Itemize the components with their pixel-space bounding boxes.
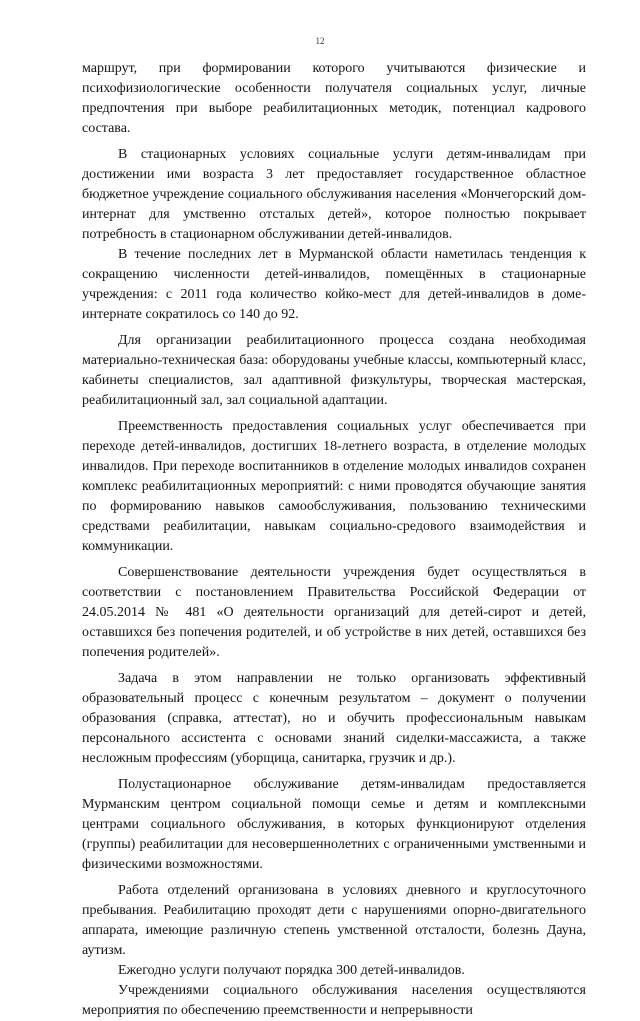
page-number: 12 [315, 36, 325, 46]
paragraph-improvement: Совершенствование деятельности учреждения будет осуществляться в соответствии с постановлением Правительства Российской Федерации от 24.05.2014 № 481 «О деятельности организаций для детей-сирот и детей, оставшихся без попечения родителей, и об устройстве в них детей, оставшихся без попечения родителей». [82, 565, 586, 660]
paragraph-task: Задача в этом направлении не только организовать эффективный образовательный процесс с конечным результатом – документ о получении образования (справка, аттестат), но и обучить профессиональным навыкам персонального ассистента с основами знаний сиделки-массажиста, а также несложным профессиям (уборщица, санитарка, грузчик и др.). [82, 671, 586, 766]
paragraph-continuation: маршрут, при формировании которого учитываются физические и психофизиологические особенности получателя социальных услуг, личные предпочтения при выборе реабилитационных методик, потенциал кадрового состава. [82, 61, 586, 136]
paragraph-annual-count: Ежегодно услуги получают порядка 300 детей-инвалидов. [118, 963, 465, 978]
paragraph-stationary-services: В стационарных условиях социальные услуги детям-инвалидам при достижении ими возраста 3 лет предоставляет государственное областное бюджетное учреждение социального обслуживания населения «Мончегорский дом-интернат для умственно отсталых детей», которое полностью покрывает потребность в стационарном обслуживании детей-инвалидов. [82, 147, 586, 242]
paragraph-reduction-trend: В течение последних лет в Мурманской области наметилась тенденция к сокращению численности детей-инвалидов, помещённых в стационарные учреждения: с 2011 года количество койко-мест для детей-инвалидов в доме-интернате сократилось со 140 до 92. [82, 247, 586, 322]
paragraph-departments-work: Работа отделений организована в условиях дневного и круглосуточного пребывания. Реабилитацию проходят дети с нарушениями опорно-двигательного аппарата, имеющие различную степень умственной отсталости, болезнь Дауна, аутизм. [82, 883, 586, 958]
paragraph-semistationary: Полустационарное обслуживание детям-инвалидам предоставляется Мурманским центром социальной помощи семье и детям и комплексными центрами социального обслуживания, в которых функционируют отделения (группы) реабилитации для несовершеннолетних с ограниченными умственными и физическими возможностями. [82, 777, 586, 872]
paragraph-institutions: Учреждениями социального обслуживания населения осуществляются мероприятия по обеспечению преемственности и непрерывности [82, 983, 586, 1018]
paragraph-material-base: Для организации реабилитационного процесса создана необходимая материально-техническая база: оборудованы учебные классы, компьютерный класс, кабинеты специалистов, зал адаптивной физкультуры, творческая мастерская, реабилитационный зал, зал социальной адаптации. [82, 333, 586, 408]
paragraph-continuity: Преемственность предоставления социальных услуг обеспечивается при переходе детей-инвалидов, достигших 18-летнего возраста, в отделение молодых инвалидов. При переходе воспитанников в отделение молодых инвалидов сохранен комплекс реабилитационных мероприятий: с ними проводятся обучающие занятия по формированию навыков самообслуживания, пользованию техническими средствами реабилитации, навыкам социально-средового взаимодействия и коммуникации. [82, 419, 586, 554]
document-body [82, 59, 586, 1021]
